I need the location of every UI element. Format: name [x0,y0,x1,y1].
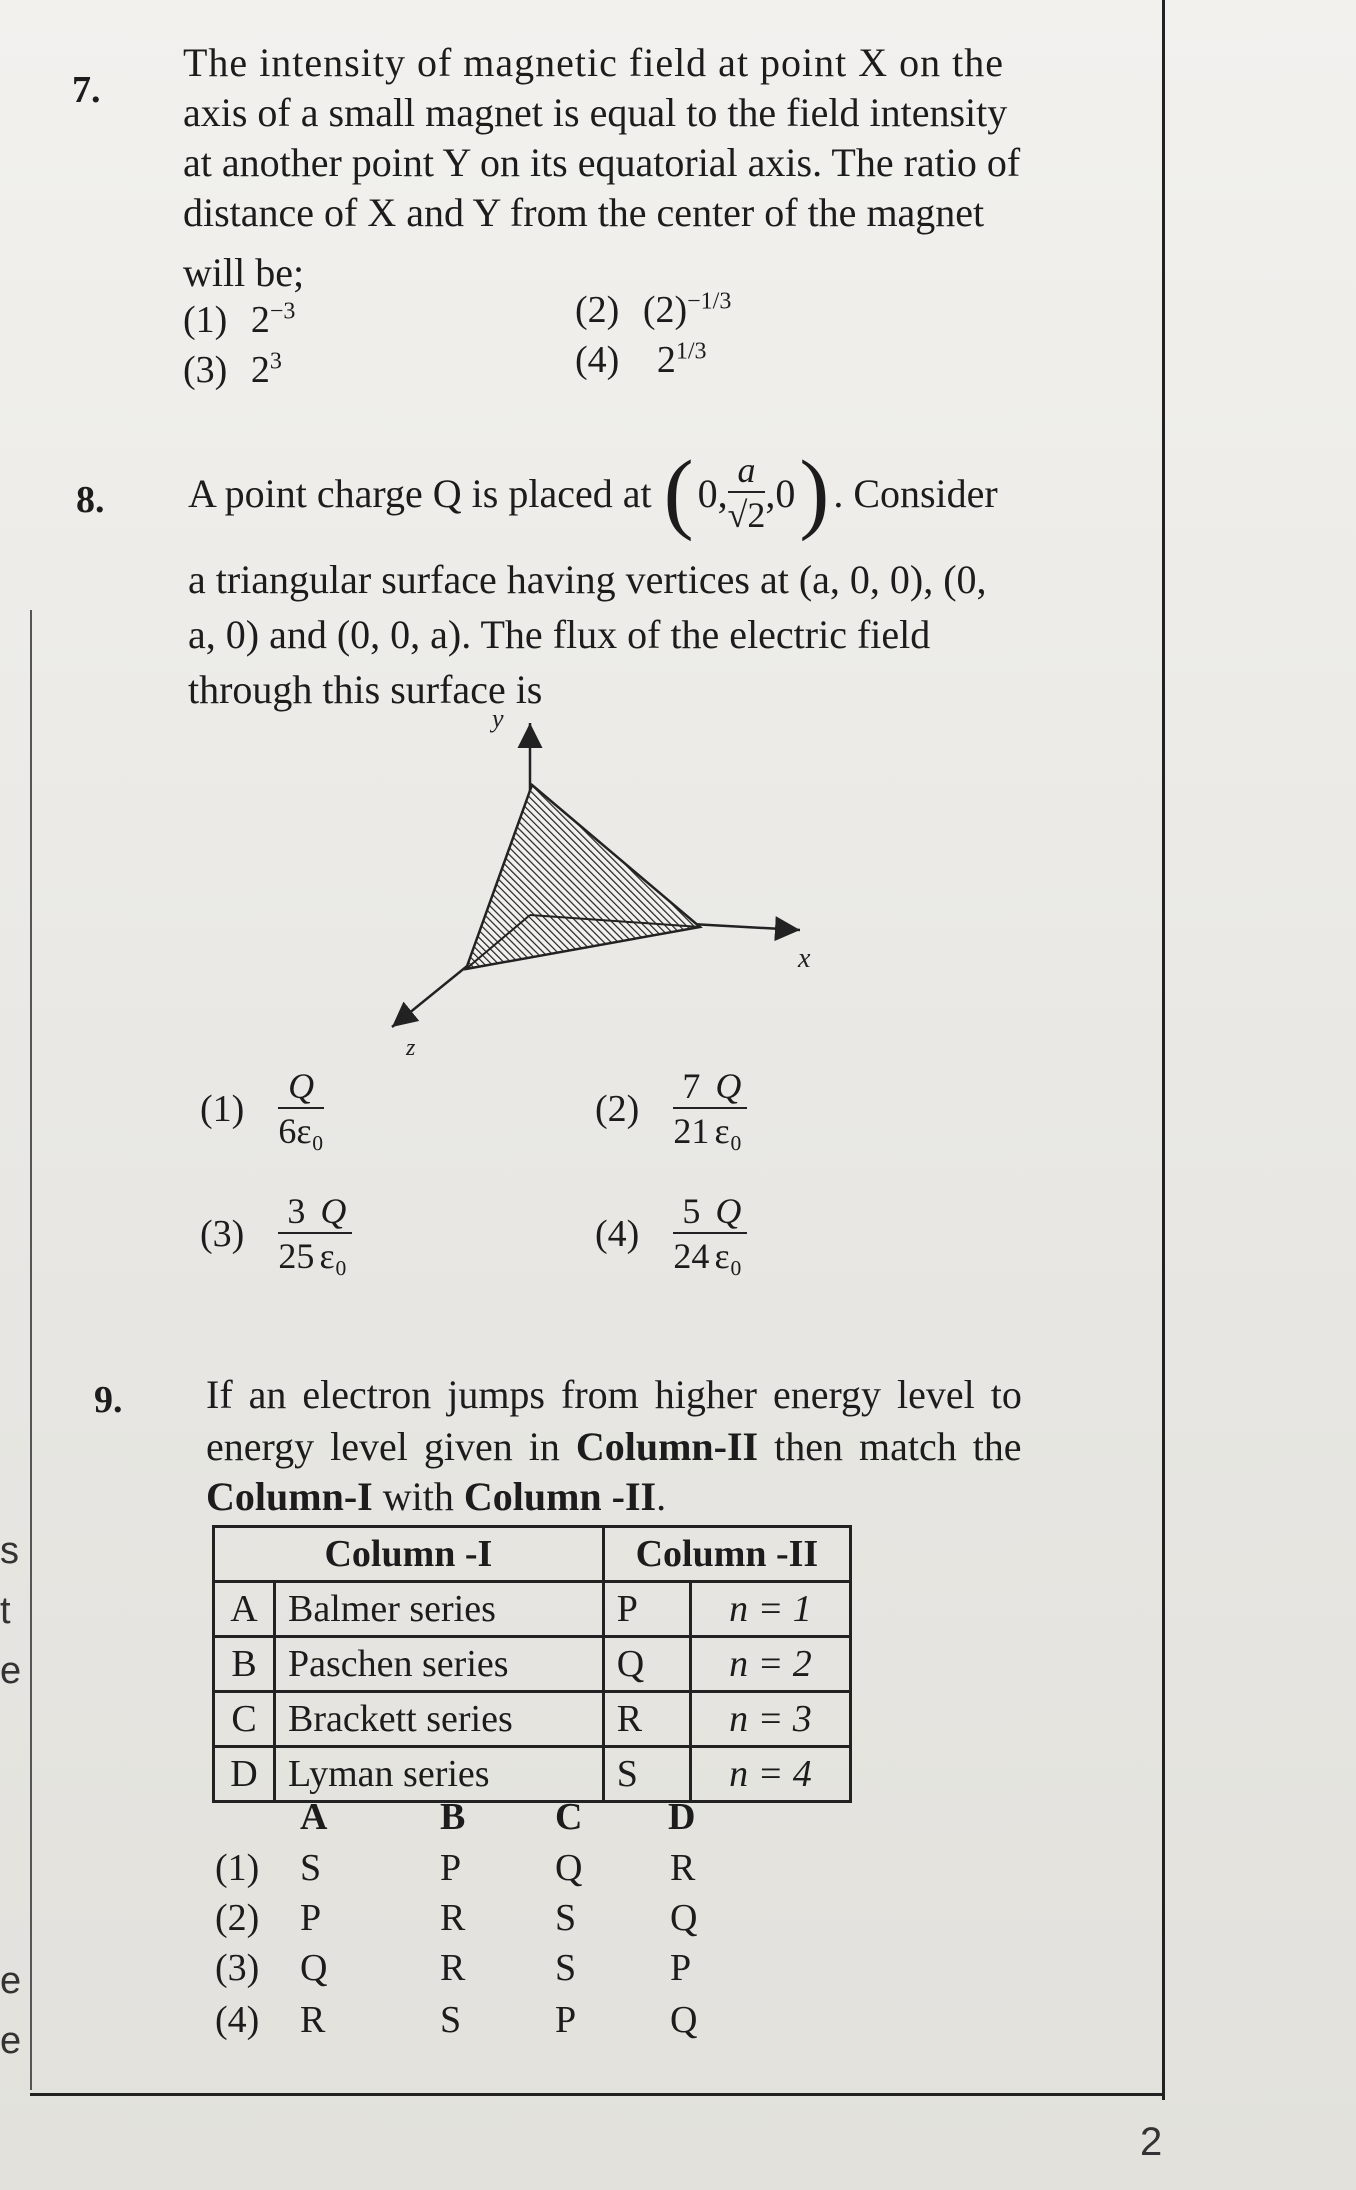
option-label: (1) [215,1847,260,1889]
row-value: n = 4 [690,1747,850,1802]
column-1-header: Column -I [214,1527,604,1582]
margin-char: e [0,1960,22,2002]
option-exponent: −3 [269,298,296,325]
question-7-line: axis of a small magnet is equal to the field intensity [183,90,1008,135]
triangular-surface-diagram [380,705,830,1065]
margin-char: e [0,1650,22,1692]
fraction-numerator: 5 [673,1190,709,1234]
answer-value: P [555,1999,577,2041]
question-9-line-1: If an electron jumps from higher energy level to [206,1372,1022,1417]
question-9-text: then match the [758,1424,1022,1469]
answer-header: D [668,1796,696,1838]
option-exponent: 1/3 [675,338,707,365]
question-9-bold: Column-II [575,1424,759,1469]
question-8-option-3[interactable] [200,1190,352,1278]
option-label: (1) [200,1088,245,1130]
shaded-triangle [466,785,700,969]
question-8-text: . Consider [833,470,998,516]
question-9-number: 9. [94,1379,123,1421]
fraction-denominator: ε₀ [319,1236,348,1276]
option-label: (3) [183,349,228,391]
fraction-numerator: 3 [278,1190,314,1234]
point-close-paren: ) [799,443,830,542]
answer-value: P [300,1897,322,1939]
fraction-denominator: 25 [278,1236,315,1276]
question-8-line-1 [188,443,998,542]
answer-value: S [300,1847,322,1889]
row-value: Brackett series [275,1692,604,1747]
question-9-bold: Column-I [206,1474,373,1519]
question-8-option-2[interactable] [595,1065,747,1153]
x-axis-label: x [798,943,811,974]
point-coord: 0, [697,470,728,516]
answer-value: P [440,1847,462,1889]
table-row [214,1582,851,1637]
fraction-denominator: 6ε₀ [278,1111,324,1151]
question-8-line-2: a triangular surface having vertices at (a, 0, 0), (0, [188,557,987,602]
table-header-row [214,1527,851,1582]
question-8-line-4: through this surface is [188,667,543,712]
answer-header: A [300,1796,328,1838]
option-value: 2 [250,299,270,341]
fraction-denominator: ε₀ [714,1236,743,1276]
question-7-line: The intensity of magnetic field at point X on the [183,40,1005,85]
z-axis-label: z [406,1035,416,1061]
fraction-denominator: 21 [673,1111,710,1151]
question-9-line-2 [206,1422,1022,1471]
answer-value: S [555,1947,577,1989]
row-value: n = 3 [690,1692,850,1747]
row-value: n = 1 [690,1582,850,1637]
question-9-text: energy level given in [206,1424,576,1469]
question-7-line: will be; [183,250,305,295]
fraction-denominator: ε₀ [714,1111,743,1151]
option-coefficient [673,1065,709,1153]
fraction-numerator: Q [278,1065,324,1109]
question-8-number: 8. [76,479,105,521]
option-fraction [278,1065,324,1153]
row-key: S [603,1747,690,1802]
option-label: (2) [215,1897,260,1939]
option-value: 2 [250,349,270,391]
question-7-line: distance of X and Y from the center of the magnet [183,190,985,235]
question-7-option-4[interactable] [575,338,706,382]
question-8-line-3: a, 0) and (0, 0, a). The flux of the electric field [188,612,931,657]
question-7-option-2[interactable] [575,288,731,332]
option-label: (3) [200,1213,245,1255]
answer-value: P [670,1947,692,1989]
option-label: (4) [215,1999,260,2041]
option-fraction [709,1065,747,1153]
row-key: R [603,1692,690,1747]
question-8-option-1[interactable] [200,1065,324,1153]
answer-value: R [440,1947,466,1989]
answer-value: Q [300,1947,328,1989]
right-border-line [1162,0,1165,2100]
question-8-text: A point charge Q is placed at [188,470,652,516]
question-9-text: with [372,1474,464,1519]
question-7-number: 7. [72,69,101,111]
row-key: D [214,1747,275,1802]
answer-value: R [440,1897,466,1939]
question-7-line: at another point Y on its equatorial axis. The ratio of [183,140,1021,185]
margin-char: s [0,1530,19,1572]
option-exponent: 3 [269,348,282,375]
option-value: (2) [642,289,688,331]
fraction-numerator: Q [314,1190,352,1234]
option-value: 2 [656,339,676,381]
fraction-numerator: Q [709,1190,747,1234]
option-fraction [709,1190,747,1278]
table-row [214,1747,851,1802]
question-9-bold: Column -II [463,1474,657,1519]
match-table [212,1525,852,1803]
left-divider-line [30,610,32,2090]
option-label: (4) [595,1213,640,1255]
question-7-option-1[interactable] [183,298,295,342]
row-value: Lyman series [275,1747,604,1802]
option-label: (2) [595,1088,640,1130]
answer-value: R [670,1847,696,1889]
fraction-numerator: 7 [673,1065,709,1109]
bottom-border-line [30,2093,1165,2096]
question-9-text: . [656,1474,667,1519]
answer-value: S [555,1897,577,1939]
option-exponent: −1/3 [687,288,732,315]
question-7-option-3[interactable] [183,348,282,392]
answer-value: Q [555,1847,583,1889]
table-row [214,1637,851,1692]
option-label: (4) [575,339,620,381]
fraction-denominator: √2 [727,495,766,535]
page-number: 2 [1140,2120,1163,2164]
table-row [214,1692,851,1747]
row-value: n = 2 [690,1637,850,1692]
row-value: Paschen series [275,1637,604,1692]
row-key: A [214,1582,275,1637]
answer-value: S [440,1999,462,2041]
answer-header: C [555,1796,583,1838]
option-label: (2) [575,289,620,331]
column-2-header: Column -II [603,1527,850,1582]
fraction-denominator: 24 [673,1236,710,1276]
option-fraction [314,1190,352,1278]
answer-value: Q [670,1999,698,2041]
y-axis-label: y [492,705,504,733]
point-fraction [728,449,766,537]
fraction-numerator: a [728,449,766,493]
point-coord: ,0 [765,470,796,516]
question-9-line-3 [206,1472,666,1521]
margin-char: e [0,2020,22,2062]
row-value: Balmer series [275,1582,604,1637]
row-key: C [214,1692,275,1747]
margin-char: t [0,1590,11,1632]
row-key: P [603,1582,690,1637]
option-label: (1) [183,299,228,341]
row-key: Q [603,1637,690,1692]
answer-value: R [300,1999,326,2041]
point-open-paren: ( [663,443,694,542]
option-label: (3) [215,1947,260,1989]
row-key: B [214,1637,275,1692]
answer-value: Q [670,1897,698,1939]
option-coefficient [278,1190,314,1278]
question-8-option-4[interactable] [595,1190,747,1278]
answer-header: B [440,1796,466,1838]
option-coefficient [673,1190,709,1278]
fraction-numerator: Q [709,1065,747,1109]
